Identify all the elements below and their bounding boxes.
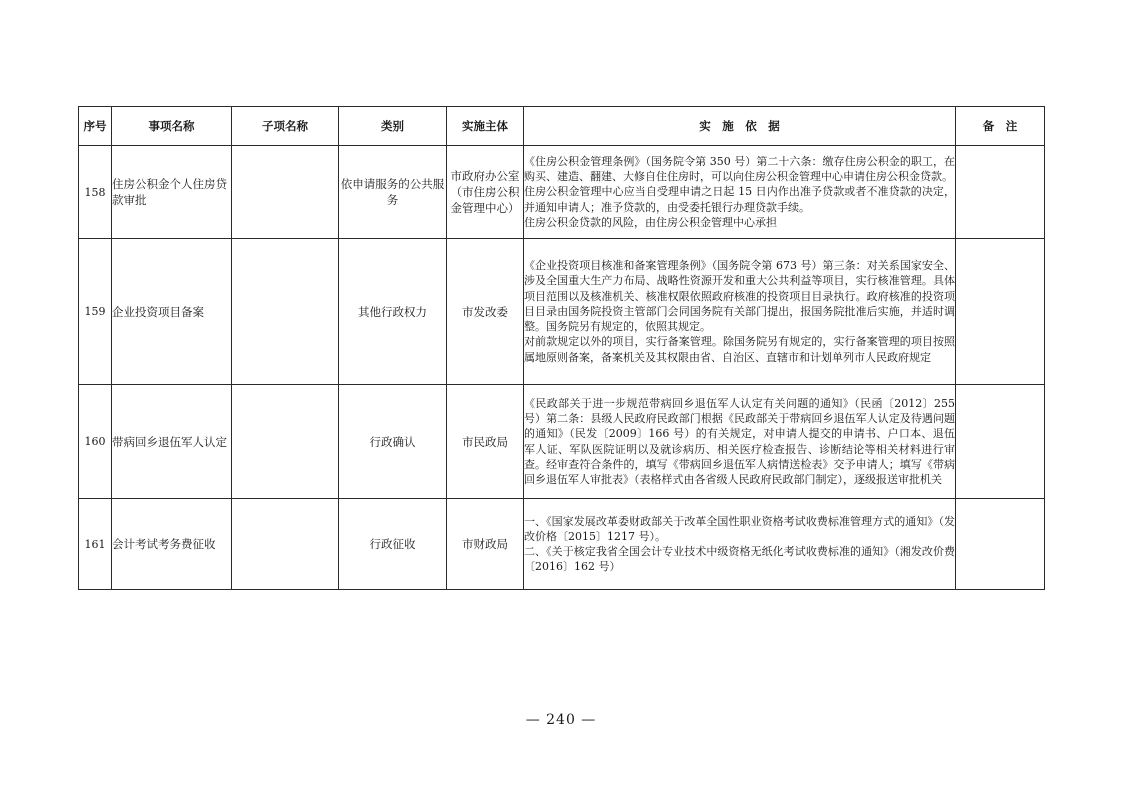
row-sub-item	[232, 499, 339, 590]
row-implementer: 市民政局	[447, 385, 524, 499]
row-implementer: 市发改委	[447, 239, 524, 385]
row-item-name: 带病回乡退伍军人认定	[112, 385, 232, 499]
row-basis	[524, 499, 956, 590]
header-sub-item: 子项名称	[232, 107, 339, 146]
header-remarks: 备 注	[956, 107, 1045, 146]
basis-paragraph: 《民政部关于进一步规范带病回乡退伍军人认定有关问题的通知》（民函〔2012〕255 号）第二条：县级人民政府民政部门根据《民政部关于带病回乡退伍军人认定及待遇问题的通知》（民发〔2009〕166 号）的有关规定，对申请人提交的申请书、户口本、退伍军人证、军队医院证明以及就诊病历、相关医疗检查报告、诊断结论等相关材料进行审查。经审查符合条件的，填写《带病回乡退伍军人病情送检表》交予申请人；填写《带病回乡退伍军人审批表》（表格样式由各省级人民政府民政部门制定），逐级报送审批机关	[524, 396, 955, 486]
row-seq: 161	[79, 499, 112, 590]
basis-paragraph: 住房公积金管理中心应当自受理申请之日起 15 日内作出准予贷款或者不准贷款的决定，并通知申请人；准予贷款的，由受委托银行办理贷款手续。	[524, 185, 955, 214]
row-sub-item	[232, 146, 339, 239]
row-category: 依申请服务的公共服务	[339, 146, 447, 239]
header-item-name: 事项名称	[112, 107, 232, 146]
header-implementer: 实施主体	[447, 107, 524, 146]
header-basis: 实 施 依 据	[524, 107, 956, 146]
basis-paragraph: 《住房公积金管理条例》（国务院令第 350 号）第二十六条：缴存住房公积金的职工，在购买、建造、翻建、大修自住住房时，可以向住房公积金管理中心申请住房公积金贷款。	[524, 154, 955, 184]
basis-paragraph: 《企业投资项目核准和备案管理条例》（国务院令第 673 号）第三条：对关系国家安全、涉及全国重大生产力布局、战略性资源开发和重大公共利益等项目，实行核准管理。具体项目范围以及核准机关、核准权限依照政府核准的投资项目目录执行。政府核准的投资项目目录由国务院投资主管部门会同国务院有关部门提出，报国务院批准后实施，并适时调整。国务院另有规定的，依照其规定。	[524, 259, 955, 334]
row-category: 行政征收	[339, 499, 447, 590]
basis-paragraph: 对前款规定以外的项目，实行备案管理。除国务院另有规定的，实行备案管理的项目按照属地原则备案，备案机关及其权限由省、自治区、直辖市和计划单列市人民政府规定	[524, 335, 955, 364]
row-implementer: 市财政局	[447, 499, 524, 590]
row-basis	[524, 239, 956, 385]
row-remarks	[956, 239, 1045, 385]
row-basis	[524, 385, 956, 499]
row-item-name: 企业投资项目备案	[112, 239, 232, 385]
row-seq: 160	[79, 385, 112, 499]
basis-paragraph: 一、《国家发展改革委财政部关于改革全国性职业资格考试收费标准管理方式的通知》（发改价格〔2015〕1217 号）。	[524, 514, 955, 543]
row-remarks	[956, 499, 1045, 590]
row-sub-item	[232, 239, 339, 385]
row-sub-item	[232, 385, 339, 499]
row-basis	[524, 146, 956, 239]
table-row	[79, 385, 1045, 499]
basis-paragraph: 二、《关于核定我省全国会计专业技术中级资格无纸化考试收费标准的通知》（湘发改价费〔2016〕162 号）	[524, 545, 955, 574]
page-number: — 240 —	[525, 712, 597, 728]
header-seq: 序号	[79, 107, 112, 146]
row-item-name: 会计考试考务费征收	[112, 499, 232, 590]
basis-paragraph: 住房公积金贷款的风险，由住房公积金管理中心承担	[524, 215, 777, 229]
header-category: 类别	[339, 107, 447, 146]
row-seq: 158	[79, 146, 112, 239]
row-category: 行政确认	[339, 385, 447, 499]
row-remarks	[956, 146, 1045, 239]
service-items-table	[78, 106, 1045, 590]
row-item-name: 住房公积金个人住房贷款审批	[112, 146, 232, 239]
row-category: 其他行政权力	[339, 239, 447, 385]
row-seq: 159	[79, 239, 112, 385]
table-row	[79, 146, 1045, 239]
table-row	[79, 239, 1045, 385]
table-header-row	[79, 107, 1045, 146]
row-implementer: 市政府办公室（市住房公积金管理中心）	[447, 146, 524, 239]
row-remarks	[956, 385, 1045, 499]
table-row	[79, 499, 1045, 590]
